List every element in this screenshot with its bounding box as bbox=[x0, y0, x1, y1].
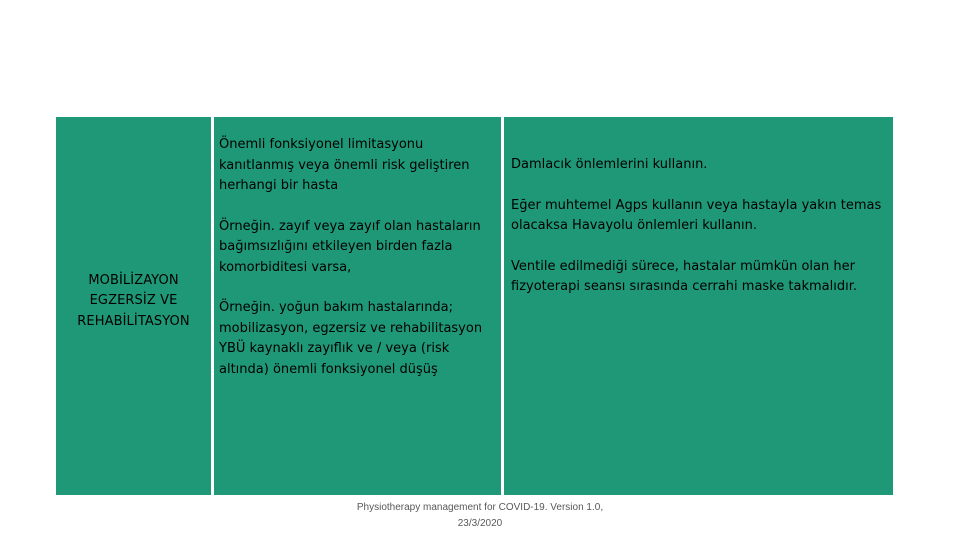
category-label: MOBİLİZAYON EGZERSİZ VE REHABİLİTASYON bbox=[77, 272, 190, 329]
precaution-airborne: Eğer muhtemel Agps kullanın veya hastayla yakın temas olacaksa Havayolu önlemleri kullanın. bbox=[511, 197, 882, 233]
guidance-table bbox=[56, 117, 893, 495]
footer-citation: Physiotherapy management for COVID-19. Version 1.0, bbox=[356, 502, 604, 513]
criteria-example-comorbidity: Örneğin. zayıf veya zayıf olan hastaların bağımsızlığını etkileyen birden fazla komorbiditesi varsa, bbox=[219, 218, 481, 275]
criteria-example-icu: Örneğin. yoğun bakım hastalarında; mobilizasyon, egzersiz ve rehabilitasyon YBÜ kaynaklı zayıflık ve / veya (risk altında) önemli fonksiyonel düşüş bbox=[219, 300, 483, 377]
criteria-text: Önemli fonksiyonel limitasyonu kanıtlanmış veya önemli risk geliştiren herhangi bir hasta bbox=[219, 137, 470, 193]
precaution-surgical-mask: Ventile edilmediği sürece, hastalar mümkün olan her fizyoterapi seansı sırasında cerrahi maske takmalıdır. bbox=[511, 258, 857, 294]
precautions-cell bbox=[504, 117, 893, 495]
category-cell bbox=[56, 117, 211, 495]
precaution-droplet: Damlacık önlemlerini kullanın. bbox=[511, 157, 708, 172]
footer bbox=[330, 500, 630, 532]
criteria-cell bbox=[214, 117, 501, 495]
footer-date: 23/3/2020 bbox=[457, 518, 503, 529]
